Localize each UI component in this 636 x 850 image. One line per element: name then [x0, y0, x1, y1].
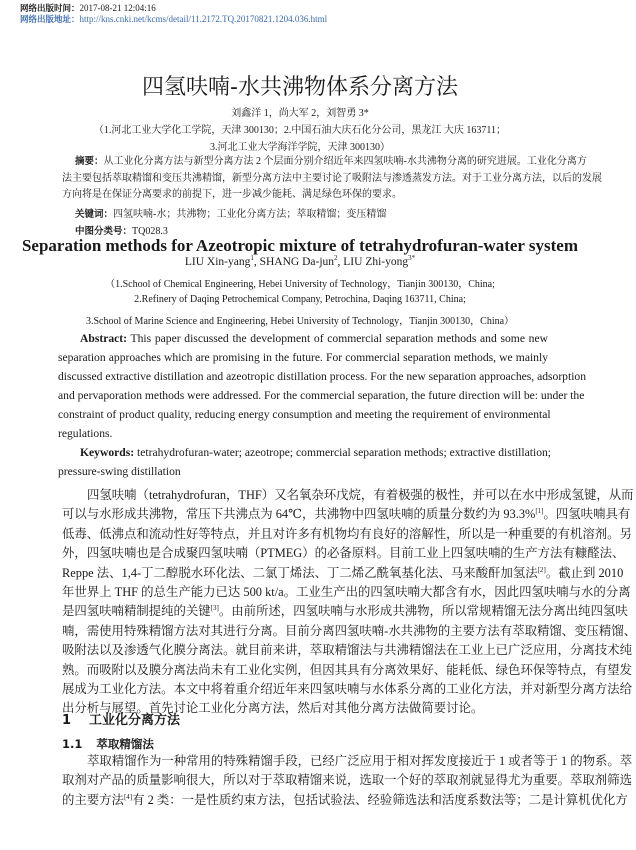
publish-url-link[interactable]: http://kns.cnki.net/kcms/detail/11.2172.TQ.20170821.1204.036.html: [79, 14, 328, 24]
citation: [1]: [535, 507, 544, 516]
citation: [3]: [210, 604, 219, 613]
keywords-cn-label: 关键词：: [75, 208, 114, 220]
section-number: 1.1: [62, 737, 83, 751]
abstract-en-line: discussed extractive distillation and azeotropic distillation process. For the new separation approaches, adsorption: [58, 370, 587, 383]
paragraph-line: 四氢呋喃（tetrahydrofuran，THF）又名氧杂环戊烷，有着极强的极性，并可以在水中形成氢键，从而: [87, 488, 634, 502]
classification-text: TQ028.3: [132, 226, 168, 237]
abstract-en-line: constraint of product quality, reducing energy consumption and meeting the requirement of environmental: [58, 408, 551, 421]
publish-time-value: 2017-08-21 12:04:16: [79, 3, 156, 13]
abstract-cn-line: [75, 154, 587, 171]
paragraph-line: 出分析与展望。首先讨论工业化分离方法，然后对其他分离方法做简要讨论。: [62, 701, 484, 716]
keywords-en-label: Keywords:: [80, 446, 135, 459]
paragraph-line: 展成为工业化方法。本文中将着重介绍近年来四氢呋喃与水体系分离的工业化方法，并对新型分离方法给: [62, 682, 632, 697]
keywords-en-line: [58, 443, 552, 462]
publish-url-label: 网络出版地址：: [20, 15, 80, 25]
paragraph-line: 取剂对产品的质量影响很大，所以对于萃取精馏来说，选取一个好的萃取剂就显得尤为重要。萃取剂筛选: [62, 773, 632, 788]
abstract-cn-line: 法主要包括萃取精馏和变压共沸精馏，新型分离方法中主要讨论了吸附法与渗透蒸发方法。对于工业分离方法，以后的发展: [62, 172, 602, 184]
keywords-cn-text: 四氢呋喃-水；共沸物；工业化分离方法；萃取精馏；变压精馏: [113, 208, 387, 220]
abstract-en: [58, 329, 587, 481]
publish-time-label: 网络出版时间：: [20, 4, 80, 14]
abstract-cn-label: 摘要：: [75, 156, 104, 167]
paragraph-line: 萃取精馏作为一种常用的特殊精馏手段，已经广泛应用于相对挥发度接近于 1 或者等于 1 的物系。萃: [87, 754, 633, 768]
affiliation-marker: 1: [250, 254, 254, 263]
affiliation-en-1: （1.School of Chemical Engineering, Hebei University of Technology，Tianjin 300130，China;: [105, 279, 495, 290]
paragraph-line: 喃，需使用特殊精馏方法对其进行分离。目前分离四氢呋喃-水共沸物的主要方法有萃取精馏、变压精馏、: [62, 623, 636, 638]
authors-en: LIU Xin-yang$^1$, SHANG Da-jun$^2$, LIU Zhi-yong$^{3*}$: [184, 254, 416, 268]
paragraph-line: 吸附法以及渗透气化膜分离法。就目前来讲，萃取精馏法与共沸精馏法在工业上已广泛应用，分离技术纯: [62, 643, 632, 658]
abstract-cn-line: 方向将是在保证分离要求的前提下，进一步减少能耗、满足绿色环保的要求。: [62, 189, 402, 200]
abstract-cn: [62, 154, 602, 241]
abstract-en-text: This paper discussed the development of commercial separation methods and some new: [130, 332, 548, 345]
keywords-cn: [75, 207, 539, 224]
affiliation-en-2: 2.Refinery of Daqing Petrochemical Company, Petrochina, Daqing 163711, China;: [134, 294, 466, 305]
section-1-1-body: [62, 752, 633, 810]
paragraph-line: 外，四氢呋喃也是合成聚四氢呋喃（PTMEG）的必备原料。目前工业上四氢呋喃的生产方法有糠醛法、: [62, 546, 625, 561]
paragraph-line: 熟。而吸附以及膜分离法尚未有工业化实例，但因其具有分离效果好、能耗低、绿色环保等特点，有望发: [62, 662, 632, 677]
paragraph-line: Reppe 法、1,4-丁二醇脱水环化法、二氯丁烯法、丁二烯乙酰氧基化法、马来酸酐加氢法[2]。截止到 2010: [62, 565, 624, 580]
paragraph-line: 年世界上 THF 的总生产能力已达 500 kt/a。工业生产出的四氢呋喃大都含有水，因此四氢呋喃与水的分离: [62, 585, 631, 600]
abstract-en-line: regulations.: [58, 427, 113, 440]
abstract-cn-text: 从工业化分离方法与新型分离方法 2 个层面分别介绍近年来四氢呋喃-水共沸物分离的研究进展。工业化分离方: [103, 156, 587, 167]
authors-cn: 刘鑫洋 1，尚大军 2，刘智勇 3*: [231, 108, 369, 119]
keywords-en-line: pressure-swing distillation: [58, 465, 181, 478]
abstract-en-line: and pervaporation methods were addressed. For the commercial separation, the future direction will be: under the: [58, 389, 585, 402]
abstract-en-line: separation approaches which are promising in the future. For commercial separation methods, we mainly: [58, 351, 548, 364]
keywords-en-text: tetrahydrofuran-water; azeotrope; commercial separation methods; extractive distillation;: [137, 446, 552, 459]
section-1-heading: [62, 709, 180, 728]
affiliation-en-3: 3.School of Marine Science and Engineering, Hebei University of Technology，Tianjin 300130，China）: [85, 316, 515, 327]
citation: [4]: [123, 792, 133, 801]
affiliation-marker: 2: [334, 254, 338, 263]
section-title: 工业化分离方法: [89, 713, 181, 728]
title-cn: 四氢呋喃-水共沸物体系分离方法: [142, 75, 458, 100]
paragraph-line: 的主要方法[4]有 2 类：一是性质约束方法，包括试验法、经验筛选法和活度系数法等；二是计算机优化方: [62, 792, 628, 807]
section-1-1-heading: [62, 736, 154, 752]
affiliation-marker: 3*: [408, 254, 416, 263]
abstract-en-line: [58, 329, 548, 348]
section-title: 萃取精馏法: [96, 737, 154, 751]
title-en: Separation methods for Azeotropic mixture of tetrahydrofuran-water system: [21, 236, 579, 255]
paragraph-line: 可以与水形成共沸物，常压下共沸点为 64℃，共沸物中四氢呋喃的质量分数约为 93.3%[1]。四氢呋喃具有: [62, 507, 631, 522]
abstract-en-label: Abstract:: [80, 332, 128, 345]
publish-url: [20, 13, 327, 25]
classification-label: 中图分类号：: [75, 226, 133, 237]
introduction: [62, 486, 636, 719]
section-number: 1: [62, 713, 72, 728]
paragraph-line: 低毒、低沸点和流动性好等特点，并且对许多有机物均有良好的溶解性，所以是一种重要的有机溶剂。另: [62, 526, 632, 541]
affiliation-cn-1: （1.河北工业大学化工学院，天津 300130；2.中国石油大庆石化分公司，黑龙江 大庆 163711；: [93, 125, 507, 136]
paragraph-line: 是四氢呋喃精制提纯的关键[3]。由前所述，四氢呋喃与水形成共沸物，所以常规精馏无法分离出纯四氢呋: [62, 604, 628, 619]
citation: [2]: [537, 565, 546, 574]
affiliation-cn-2: 3.河北工业大学海洋学院，天津 300130）: [210, 142, 390, 153]
